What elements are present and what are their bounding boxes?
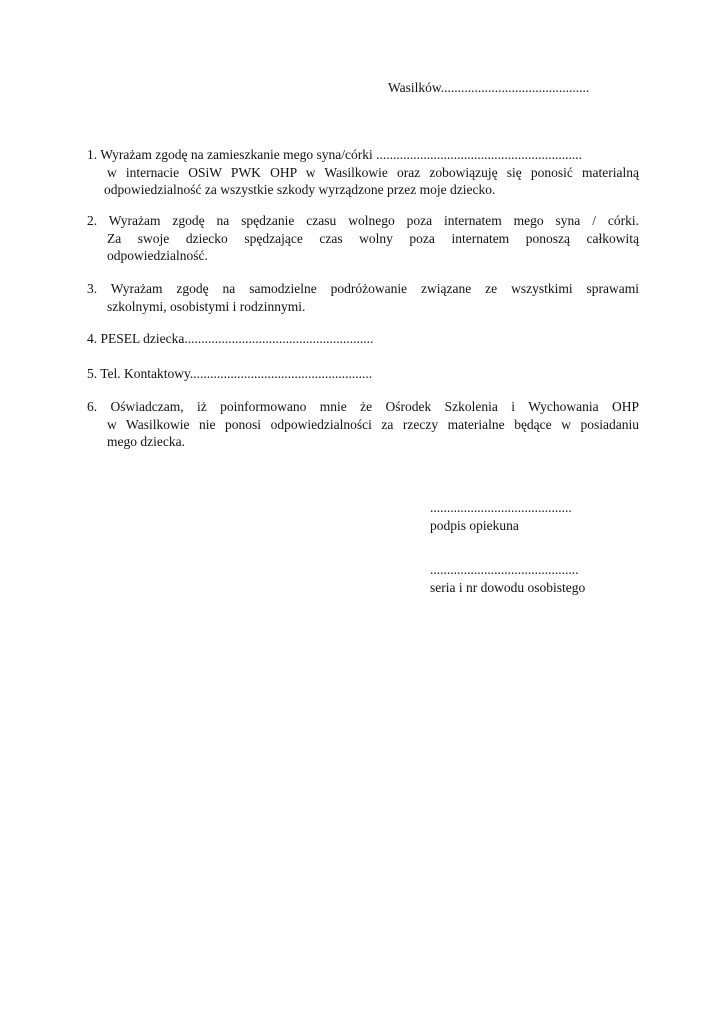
clause-3-line-1: 3. Wyrażam zgodę na samodzielne podróżowanie związane ze wszystkimi sprawami [87, 281, 639, 296]
clause-2-free-time-consent [87, 212, 639, 265]
clause-1-line-1: 1. Wyrażam zgodę na zamieszkanie mego syna/córki ............................................................. [87, 147, 582, 162]
clause-2-line-2: Za swoje dziecko spędzające czas wolny poza internatem ponoszą całkowitą [107, 230, 639, 246]
clause-5-phone-field [87, 365, 639, 383]
guardian-signature-block [430, 499, 572, 534]
clause-1-line-3: odpowiedzialność za wszystkie szkody wyrządzone przez moje dziecko. [104, 182, 496, 197]
guardian-signature-caption: podpis opiekuna [430, 517, 519, 533]
id-document-block [430, 561, 585, 596]
pesel-line: 4. PESEL dziecka........................................................ [87, 331, 374, 346]
contact-phone-line: 5. Tel. Kontaktowy...................................................... [87, 366, 373, 381]
guardian-signature-dots: .......................................... [430, 500, 572, 515]
clause-1-accommodation-consent [87, 146, 639, 199]
clause-2-line-1: 2. Wyrażam zgodę na spędzanie czasu wolnego poza internatem mego syna / córki. [87, 213, 639, 228]
clause-6-liability-statement [87, 398, 639, 451]
clause-3-line-2: szkolnymi, osobistymi i rodzinnymi. [107, 298, 306, 314]
clause-4-pesel-field [87, 330, 639, 348]
clause-6-line-3: mego dziecka. [107, 434, 185, 449]
clause-6-line-2: w Wasilkowie nie ponosi odpowiedzialności za rzeczy materialne będące w posiadaniu [107, 416, 639, 432]
id-document-caption: seria i nr dowodu osobistego [430, 579, 586, 595]
clause-2-line-3: odpowiedzialność. [107, 248, 208, 263]
clause-3-travel-consent [87, 280, 639, 315]
id-document-dots: ............................................ [430, 562, 579, 577]
place-date-line: Wasilków............................................ [388, 80, 590, 95]
clause-1-line-2: w internacie OSiW PWK OHP w Wasilkowie oraz zobowiązuję się ponosić materialną [107, 164, 639, 180]
clause-6-line-1: 6. Oświadczam, iż poinformowano mnie że Ośrodek Szkolenia i Wychowania OHP [87, 399, 639, 414]
